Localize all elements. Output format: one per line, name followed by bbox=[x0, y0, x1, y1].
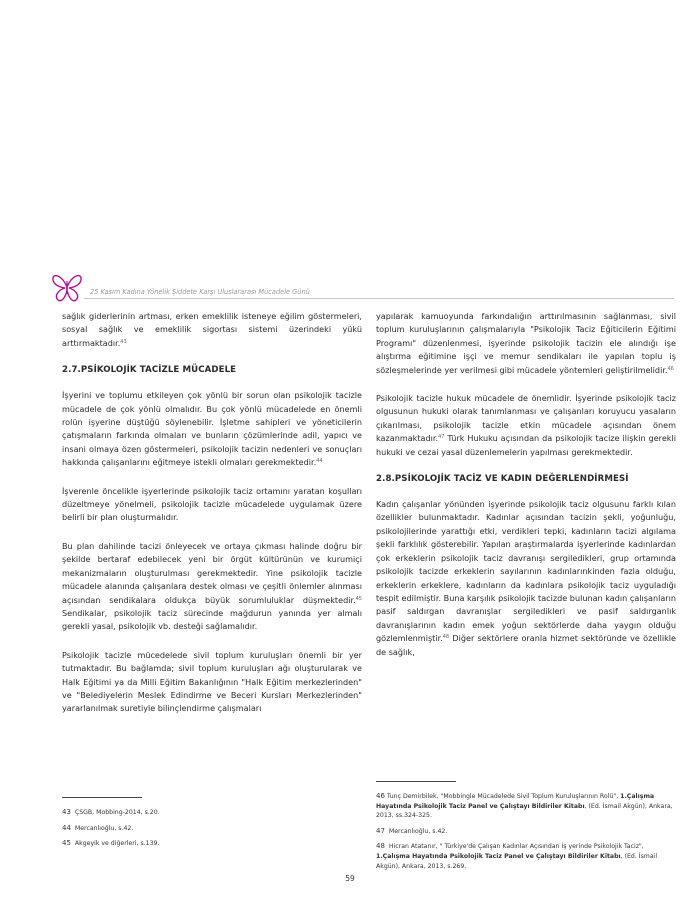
left-column bbox=[62, 310, 362, 731]
right-column bbox=[376, 310, 676, 674]
page-number: 59 bbox=[345, 874, 355, 883]
section-heading: 2.8.PSİKOLOJİK TACİZ VE KADIN DEĞERLENDİRMESİ bbox=[376, 474, 629, 485]
footnote: 47 Mercanlıoğlu, s.42. bbox=[376, 826, 448, 835]
footnote-ref: 43 bbox=[120, 338, 127, 345]
paragraph: Psikolojik tacizle hukuk mücadele de önemlidir. İşyerinde psikolojik taciz olgusunun hukuki olarak tanımlanması ve çalışanları koruyucu yasaların çıkarılması, psikolojik tacizle etkin mücadele açısından önem kazanmaktadır.$^{47}$ Türk Hukuku açısından da psikolojik tacize ilişkin gerekli hukuki ve cezai yasal düzenlemelerin yapılması gerekmektedir. bbox=[376, 393, 676, 457]
footnotes-left bbox=[62, 797, 362, 855]
paragraph: Bu plan dahilinde tacizi önleyecek ve ortaya çıkması halinde doğru bir şekilde bertaraf edebilecek yeni bir örgüt kültürünün ve kurumiçi mekanizmaların oluşturulması gerekmektedir. Yine psikolojik tacizle mücadele alanında çalışanlara destek olması ve çeşitli önlemler alınması açısından sendikalara oldukça büyük sorumluluklar düşmektedir.$^{45}$ Sendikalar, psikolojik taciz sürecinde mağdurun yanında yer almalı gerekli yasal, psikolojik vb. desteği sağlamalıdır. bbox=[62, 540, 362, 632]
paragraph: yapılarak kamuoyunda farkındalığın arttırılmasının sağlanması, sivil toplum kuruluşlarının çalışmalarıyla "Psikolojik Taciz Eğiticilerin Eğitimi Programı" düzenlenmesi, işyerinde psikolojik tacizin ele alındığı işe alıştırma eğitimine işçi ve memur sendikaları ile yapılan toplu iş sözleşmelerinde yer verilmesi gibi mücadele yöntemleri geliştirilmelidir.$^{46}$ bbox=[376, 311, 676, 375]
footnote-ref: 44 bbox=[316, 458, 323, 465]
footnote: 45 Akgeyik ve diğerleri, s.139. bbox=[62, 839, 160, 848]
footnote-ref: 47 bbox=[438, 434, 445, 441]
paragraph: İşyerini ve toplumu etkileyen çok yönlü bir sorun olan psikolojik tacizle mücadele de çok yönlü olmalıdır. Bu çok yönlü mücadelede en önemli rolün işyerine düştüğü söylenebilir. İşletme sahipleri ve yöneticilerin çatışmaların farkında olmaları ve bunların çözümlerinde adil, yapıcı ve insani olmaya özen göstermeleri, psikolojik tacizin nedenleri ve sonuçları hakkında çalışanlarını eğitmeye istekli olmaları gerekmektedir.$^{44}$ bbox=[62, 390, 362, 468]
running-header: 25 Kasım Kadına Yönelik Şiddete Karşı Uluslararası Mücadele Günü bbox=[90, 288, 310, 296]
footnote: 44 Mercanlıoğlu, s.42. bbox=[62, 823, 134, 832]
footnote-ref: 45 bbox=[355, 595, 362, 602]
footnote-ref: 48 bbox=[442, 634, 450, 641]
header-rule bbox=[84, 298, 674, 299]
paragraph: Kadın çalışanlar yönünden işyerinde psikolojik taciz olgusunu farklı kılan özellikler bulunmaktadır. Kadınlar açısından tacizin şekli, yoğunluğu, psikolojilerinde yarattığı etki, verdikleri tepki, kadınların tacizi algılama şekli farklılık gösterebilir. Yapılan araştırmalarda işyerlerinde kadınlardan çok erkeklerin psikolojik taciz davranışı sergiledikleri, grup ortamında psikolojik tacizde erkeklerin sayılarının kadınlarınkinden fazla olduğu, erkeklerin erkeklere, kadınların da kadınlara psikolojik taciz uyguladığı tespit edilmiştir. Buna karşılık psikolojik tacizde bulunan kadın çalışanların pasif saldırgan davranışlar sergiledikleri ve pasif saldırganlık davranışlarının kadın emek yoğun sektörlerde daha yaygın olduğu gözlemlenmiştir.$^{48}$ Diğer sektörlere oranla hizmet sektöründe ve özellikle de sağlık, bbox=[376, 499, 676, 657]
footnote: 46 Tunç Demirbilek, "Mobbingle Mücadelede Sivil Toplum Kuruluşlarının Rolü", 1.Çalışma Hayatında Psikolojik Taciz Panel ve Çalıştayı Bildiriler Kitabı, (Ed. İsmail Akgün), Ankara, 2013, ss.324-325. bbox=[376, 792, 673, 820]
footnote: 48 Hicran Atatanır, " Türkiye'de Çalışan Kadınlar Açısından İş yerinde Psikolojik Taciz", 1.Çalışma Hayatında Psikolojik Taciz Panel ve Çalıştayı Bildiriler Kitabı, (Ed. İsmail Akgün), Ankara, 2013, s.269. bbox=[376, 842, 658, 870]
paragraph: İşverenle öncelikle işyerlerinde psikolojik taciz ortamını yaratan koşulları düzeltmeye yönelmeli, psikolojik tacizle mücadelede uygulamak üzere belirli bir plan oluşturmalıdır. bbox=[62, 485, 362, 523]
section-heading: 2.7.PSİKOLOJİK TACİZLE MÜCADELE bbox=[62, 365, 237, 376]
butterfly-icon bbox=[50, 272, 84, 304]
paragraph: Psikolojik tacizle mücedelede sivil toplum kuruluşları önemli bir yer tutmaktadır. Bu bağlamda; sivil toplum kuruluşları ağı oluşturularak ve Halk Eğitimi ya da Milli Eğitim Bakanlığının "Halk Eğitim merkezlerinden" ve "Belediyelerin Meslek Edindirme ve Beceri Kursları Merkezlerinden" yararlanılmak suretiyle bilinçlendirme çalışmaları bbox=[62, 649, 362, 714]
footnote-rule bbox=[376, 781, 456, 782]
footnote-rule bbox=[62, 797, 142, 798]
footnote-ref: 46 bbox=[667, 365, 674, 372]
footnotes-right bbox=[376, 781, 676, 877]
paragraph: sağlık giderlerinin artması, erken emeklilik isteneye eğilim göstermeleri, sosyal sağlık ve emeklilik sigortası sistemi üzerindeki yükü arttırmaktadır.$^{43}$ bbox=[62, 311, 362, 348]
footnote: 43 ÇSGB, Mobbing-2014, s.20. bbox=[62, 808, 160, 816]
